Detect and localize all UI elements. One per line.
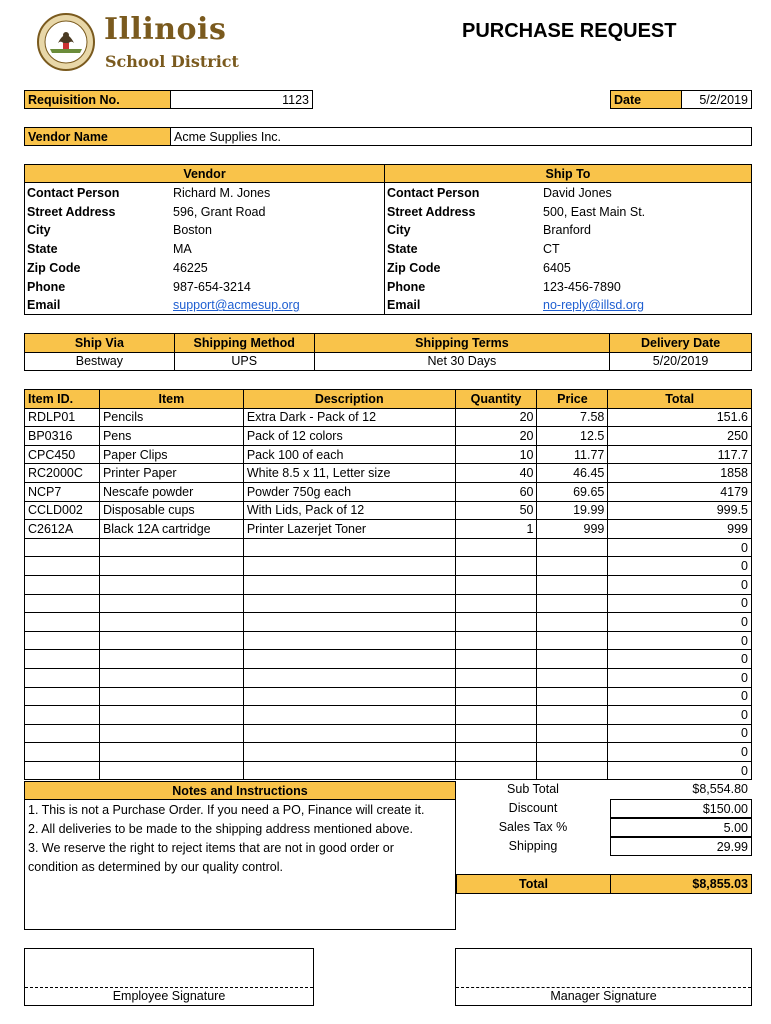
table-row [25, 501, 752, 520]
item-id-cell[interactable] [25, 538, 100, 557]
total-header: Total [608, 390, 752, 409]
item-id-cell[interactable] [25, 631, 100, 650]
item-cell[interactable] [99, 631, 243, 650]
item-id-cell[interactable] [25, 613, 100, 632]
total-cell: 151.6 [608, 408, 752, 427]
description-cell[interactable] [243, 594, 455, 613]
table-row [25, 687, 752, 706]
quantity-cell[interactable]: 1 [455, 520, 537, 539]
date-field[interactable]: 5/2/2019 [681, 90, 752, 109]
description-header: Description [243, 390, 455, 409]
quantity-cell[interactable] [455, 631, 537, 650]
item-id-header: Item ID. [25, 390, 100, 409]
ship-via-header: Ship Via [25, 334, 175, 353]
vendor-value-0: Richard M. Jones [173, 186, 271, 200]
price-cell[interactable] [537, 557, 608, 576]
description-cell[interactable]: Pack 100 of each [243, 445, 455, 464]
subtotal-label: Sub Total [507, 782, 559, 796]
item-id-cell[interactable]: BP0316 [25, 427, 100, 446]
price-cell[interactable]: 11.77 [537, 445, 608, 464]
description-cell[interactable] [243, 668, 455, 687]
table-row [25, 520, 752, 539]
item-id-cell[interactable]: CCLD002 [25, 501, 100, 520]
item-cell[interactable] [99, 743, 243, 762]
quantity-cell[interactable] [455, 557, 537, 576]
item-cell[interactable]: Disposable cups [99, 501, 243, 520]
item-id-cell[interactable]: RC2000C [25, 464, 100, 483]
description-cell[interactable] [243, 687, 455, 706]
item-id-cell[interactable] [25, 557, 100, 576]
notes-line-1: 1. This is not a Purchase Order. If you need a PO, Finance will create it. [28, 803, 425, 817]
shipping-terms-value[interactable]: Net 30 Days [314, 352, 610, 371]
quantity-cell[interactable]: 10 [455, 445, 537, 464]
item-cell[interactable] [99, 594, 243, 613]
price-cell[interactable] [537, 743, 608, 762]
delivery-date-header: Delivery Date [610, 334, 752, 353]
description-cell[interactable] [243, 538, 455, 557]
ship-to-value-4: 6405 [543, 260, 571, 275]
vendor-label-1: Street Address [27, 204, 116, 219]
sales-tax-label: Sales Tax % [498, 820, 568, 834]
description-cell[interactable] [243, 613, 455, 632]
item-cell[interactable] [99, 706, 243, 725]
price-cell[interactable]: 69.65 [537, 482, 608, 501]
vendor-value-1: 596, Grant Road [173, 204, 266, 219]
price-cell[interactable] [537, 687, 608, 706]
table-row [25, 538, 752, 557]
employee-signature-box[interactable] [24, 948, 314, 1006]
item-cell[interactable]: Printer Paper [99, 464, 243, 483]
table-row [25, 445, 752, 464]
item-cell[interactable] [99, 687, 243, 706]
total-cell: 0 [608, 706, 752, 725]
description-cell[interactable]: White 8.5 x 11, Letter size [243, 464, 455, 483]
item-cell[interactable] [99, 761, 243, 780]
price-cell[interactable] [537, 575, 608, 594]
total-cell: 117.7 [608, 445, 752, 464]
vendor-name-label: Vendor Name [24, 127, 171, 146]
org-name: Illinois [104, 12, 227, 47]
shipping-table [24, 333, 752, 371]
description-cell[interactable]: Printer Lazerjet Toner [243, 520, 455, 539]
price-cell[interactable]: 19.99 [537, 501, 608, 520]
vendor-value-2: Boston [173, 223, 212, 238]
item-id-cell[interactable] [25, 761, 100, 780]
ship-to-value-6[interactable]: no-reply@illsd.org [543, 298, 644, 313]
org-subtitle: School District [105, 52, 239, 71]
document-title: PURCHASE REQUEST [462, 20, 677, 42]
total-cell: 999 [608, 520, 752, 539]
total-cell: 0 [608, 761, 752, 780]
quantity-cell[interactable] [455, 743, 537, 762]
price-cell[interactable]: 12.5 [537, 427, 608, 446]
price-cell[interactable] [537, 761, 608, 780]
notes-line-4: condition as determined by our quality control. [28, 860, 284, 874]
ship-to-value-0: David Jones [543, 186, 612, 200]
description-cell[interactable] [243, 706, 455, 725]
notes-heading: Notes and Instructions [24, 781, 456, 800]
total-cell: 0 [608, 594, 752, 613]
price-header: Price [537, 390, 608, 409]
item-cell[interactable] [99, 575, 243, 594]
vendor-heading: Vendor [24, 164, 385, 183]
vendor-label-6: Email [27, 298, 61, 313]
price-cell[interactable] [537, 538, 608, 557]
table-row [25, 613, 752, 632]
price-cell[interactable] [537, 594, 608, 613]
total-cell: 0 [608, 650, 752, 669]
quantity-cell[interactable] [455, 650, 537, 669]
item-cell[interactable] [99, 557, 243, 576]
table-row [25, 650, 752, 669]
table-row [25, 482, 752, 501]
price-cell[interactable] [537, 724, 608, 743]
ship-to-value-5: 123-456-7890 [543, 279, 621, 294]
price-cell[interactable] [537, 650, 608, 669]
description-cell[interactable]: With Lids, Pack of 12 [243, 501, 455, 520]
quantity-cell[interactable] [455, 761, 537, 780]
description-cell[interactable] [243, 575, 455, 594]
price-cell[interactable] [537, 668, 608, 687]
description-cell[interactable] [243, 557, 455, 576]
price-cell[interactable] [537, 706, 608, 725]
item-cell[interactable]: Black 12A cartridge [99, 520, 243, 539]
employee-signature-label: Employee Signature [112, 989, 226, 1003]
description-cell[interactable] [243, 650, 455, 669]
total-label: Total [456, 874, 611, 894]
employee-signature-line [25, 987, 313, 988]
quantity-cell[interactable]: 40 [455, 464, 537, 483]
quantity-cell[interactable] [455, 594, 537, 613]
total-cell: 0 [608, 687, 752, 706]
vendor-label-2: City [27, 223, 51, 238]
table-row [25, 557, 752, 576]
description-cell[interactable] [243, 631, 455, 650]
item-id-cell[interactable]: NCP7 [25, 482, 100, 501]
total-cell: 0 [608, 743, 752, 762]
notes-line-3: 3. We reserve the right to reject items that are not in good order or [28, 841, 394, 855]
discount-field[interactable]: $150.00 [610, 799, 752, 818]
table-row [25, 668, 752, 687]
ship-to-label-5: Phone [387, 279, 426, 294]
item-cell[interactable] [99, 668, 243, 687]
item-cell[interactable] [99, 650, 243, 669]
item-cell[interactable] [99, 724, 243, 743]
vendor-value-5: 987-654-3214 [173, 279, 251, 294]
notes-line-2: 2. All deliveries to be made to the shipping address mentioned above. [28, 822, 413, 836]
total-cell: 0 [608, 575, 752, 594]
table-row [25, 427, 752, 446]
price-cell[interactable] [537, 631, 608, 650]
total-cell: 0 [608, 631, 752, 650]
items-table [24, 389, 752, 780]
table-row [25, 575, 752, 594]
shipping-method-value[interactable]: UPS [174, 352, 314, 371]
total-cell: 0 [608, 557, 752, 576]
item-id-cell[interactable] [25, 724, 100, 743]
price-cell[interactable] [537, 613, 608, 632]
ship-to-value-2: Branford [543, 223, 591, 238]
description-cell[interactable]: Powder 750g each [243, 482, 455, 501]
ship-to-label-6: Email [387, 298, 421, 313]
school-seal-logo [36, 13, 96, 71]
description-cell[interactable]: Extra Dark - Pack of 12 [243, 408, 455, 427]
manager-signature-line [456, 987, 751, 988]
total-cell: 999.5 [608, 501, 752, 520]
item-cell[interactable]: Paper Clips [99, 445, 243, 464]
price-cell[interactable]: 46.45 [537, 464, 608, 483]
quantity-cell[interactable] [455, 687, 537, 706]
item-cell[interactable] [99, 538, 243, 557]
table-row [25, 594, 752, 613]
date-label: Date [610, 90, 682, 109]
table-row [25, 743, 752, 762]
ship-to-label-3: State [387, 242, 418, 257]
total-cell: 4179 [608, 482, 752, 501]
description-cell[interactable] [243, 724, 455, 743]
vendor-value-3: MA [173, 242, 192, 257]
item-id-cell[interactable] [25, 594, 100, 613]
quantity-cell[interactable] [455, 724, 537, 743]
price-cell[interactable]: 7.58 [537, 408, 608, 427]
vendor-name-field[interactable]: Acme Supplies Inc. [170, 127, 752, 146]
vendor-label-3: State [27, 242, 58, 257]
item-id-cell[interactable] [25, 575, 100, 594]
ship-to-label-4: Zip Code [387, 260, 441, 275]
vendor-value-6[interactable]: support@acmesup.org [173, 298, 300, 313]
item-id-cell[interactable] [25, 743, 100, 762]
grand-total-value: $8,855.03 [610, 874, 752, 894]
item-id-cell[interactable]: C2612A [25, 520, 100, 539]
discount-label: Discount [508, 801, 558, 815]
quantity-cell[interactable] [455, 668, 537, 687]
item-id-cell[interactable] [25, 687, 100, 706]
item-id-cell[interactable]: RDLP01 [25, 408, 100, 427]
item-id-cell[interactable] [25, 650, 100, 669]
ship-to-label-0: Contact Person [387, 186, 480, 200]
table-row [25, 631, 752, 650]
table-row [25, 464, 752, 483]
table-row [25, 408, 752, 427]
requisition-label: Requisition No. [24, 90, 171, 109]
shipping-method-header: Shipping Method [174, 334, 314, 353]
table-row [25, 706, 752, 725]
address-divider [384, 164, 385, 315]
item-id-cell[interactable]: CPC450 [25, 445, 100, 464]
manager-signature-label: Manager Signature [550, 989, 657, 1003]
ship-to-label-2: City [387, 223, 411, 238]
ship-to-heading: Ship To [384, 164, 752, 183]
requisition-number-field[interactable]: 1123 [170, 90, 313, 109]
subtotal-value: $8,554.80 [692, 782, 748, 796]
item-cell[interactable]: Nescafe powder [99, 482, 243, 501]
shipping-terms-header: Shipping Terms [314, 334, 610, 353]
total-cell: 0 [608, 668, 752, 687]
total-cell: 0 [608, 613, 752, 632]
description-cell[interactable] [243, 743, 455, 762]
vendor-value-4: 46225 [173, 260, 208, 275]
total-cell: 250 [608, 427, 752, 446]
item-id-cell[interactable] [25, 668, 100, 687]
table-row [25, 761, 752, 780]
description-cell[interactable]: Pack of 12 colors [243, 427, 455, 446]
quantity-cell[interactable] [455, 613, 537, 632]
sales-tax-field[interactable]: 5.00 [610, 818, 752, 837]
ship-to-label-1: Street Address [387, 204, 476, 219]
manager-signature-box[interactable] [455, 948, 752, 1006]
item-header: Item [99, 390, 243, 409]
quantity-cell[interactable]: 60 [455, 482, 537, 501]
notes-box[interactable] [24, 799, 456, 930]
delivery-date-value[interactable]: 5/20/2019 [610, 352, 752, 371]
description-cell[interactable] [243, 761, 455, 780]
total-cell: 0 [608, 538, 752, 557]
vendor-label-5: Phone [27, 279, 66, 294]
total-cell: 0 [608, 724, 752, 743]
item-cell[interactable]: Pens [99, 427, 243, 446]
ship-to-value-3: CT [543, 242, 560, 257]
item-id-cell[interactable] [25, 706, 100, 725]
shipping-label: Shipping [508, 839, 558, 853]
vendor-label-4: Zip Code [27, 260, 81, 275]
shipping-field[interactable]: 29.99 [610, 837, 752, 856]
quantity-header: Quantity [455, 390, 537, 409]
quantity-cell[interactable]: 20 [455, 408, 537, 427]
quantity-cell[interactable]: 20 [455, 427, 537, 446]
item-cell[interactable] [99, 613, 243, 632]
table-row [25, 724, 752, 743]
ship-via-value[interactable]: Bestway [25, 352, 175, 371]
price-cell[interactable]: 999 [537, 520, 608, 539]
total-cell: 1858 [608, 464, 752, 483]
quantity-cell[interactable]: 50 [455, 501, 537, 520]
ship-to-value-1: 500, East Main St. [543, 204, 646, 219]
vendor-label-0: Contact Person [27, 186, 120, 200]
quantity-cell[interactable] [455, 706, 537, 725]
quantity-cell[interactable] [455, 538, 537, 557]
item-cell[interactable]: Pencils [99, 408, 243, 427]
quantity-cell[interactable] [455, 575, 537, 594]
